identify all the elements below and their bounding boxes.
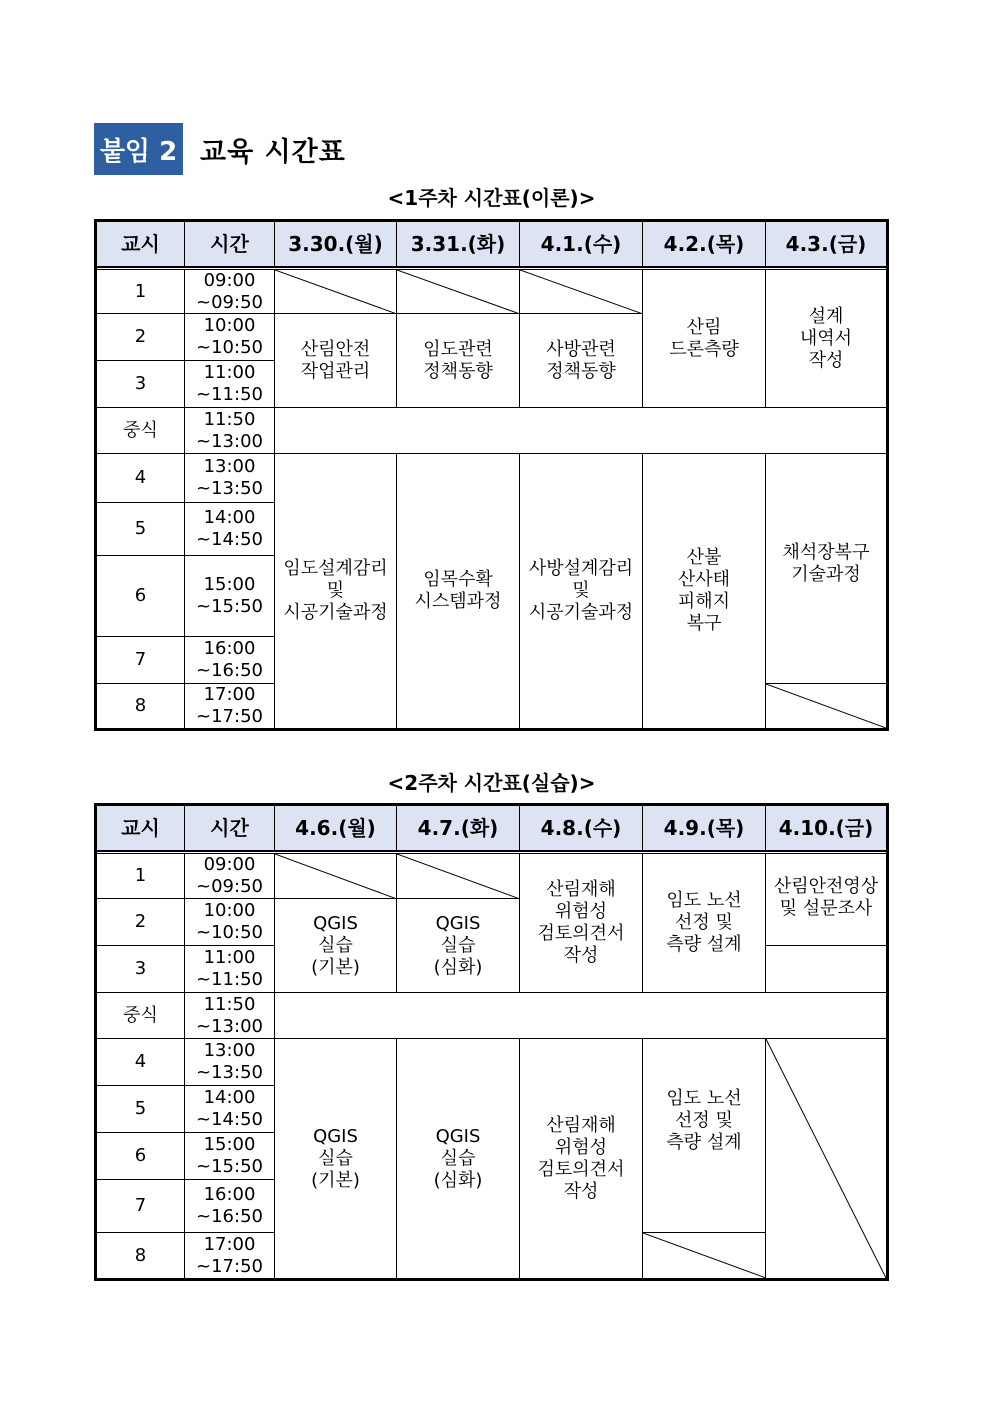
period-cell: 6 [97,1133,185,1180]
header-period: 교시 [97,222,185,267]
time-cell: 11:50 ~13:00 [185,408,275,454]
header-day: 4.2.(목) [643,222,766,267]
time-cell: 09:00 ~09:50 [185,270,275,314]
time-cell: 13:00 ~13:50 [185,454,275,503]
course-cell: 산림안전영상 및 설문조사 [766,854,886,946]
period-cell: 1 [97,270,185,314]
time-cell: 13:00 ~13:50 [185,1039,275,1086]
time-cell: 17:00 ~17:50 [185,1233,275,1278]
period-cell: 5 [97,1086,185,1133]
time-cell: 16:00 ~16:50 [185,637,275,684]
period-cell: 8 [97,684,185,728]
course-cell: 산불 산사태 피해지 복구 [643,454,766,728]
period-cell: 1 [97,854,185,899]
header-day: 3.31.(화) [397,222,520,267]
period-cell: 2 [97,314,185,361]
course-cell: QGIS 실습 (기본) [275,1039,397,1278]
period-cell: 6 [97,556,185,637]
course-cell: 임도관련 정책동향 [397,314,520,408]
header-day: 3.30.(월) [275,222,397,267]
empty-slot [520,270,643,314]
course-cell: 채석장복구 기술과정 [766,454,886,684]
empty-slot [397,854,520,899]
page-title: 교육 시간표 [200,136,346,168]
course-cell: 산림 드론측량 [643,270,766,408]
time-cell: 17:00 ~17:50 [185,684,275,728]
course-cell: 사방설계감리 및 시공기술과정 [520,454,643,728]
attachment-badge: 붙임 2 [94,123,183,175]
time-cell: 15:00 ~15:50 [185,1133,275,1180]
course-cell: 설계 내역서 작성 [766,270,886,408]
empty-slot [766,946,886,993]
period-cell: 7 [97,1180,185,1233]
course-cell: QGIS 실습 (심화) [397,899,520,993]
course-cell: 임도 노선 선정 및 측량 설계 [643,854,766,993]
period-cell: 3 [97,361,185,408]
time-cell: 11:50 ~13:00 [185,993,275,1039]
week2-caption: <2주차 시간표(실습)> [387,771,596,795]
course-cell: QGIS 실습 (심화) [397,1039,520,1278]
header-day: 4.9.(목) [643,806,766,851]
empty-slot [766,1039,886,1278]
empty-slot [275,270,397,314]
week1-caption: <1주차 시간표(이론)> [387,186,596,210]
header-time: 시간 [185,806,275,851]
time-cell: 10:00 ~10:50 [185,899,275,946]
header-day: 4.10.(금) [766,806,886,851]
course-cell: 임도설계감리 및 시공기술과정 [275,454,397,728]
course-cell: 산림재해 위험성 검토의견서 작성 [520,854,643,993]
period-cell: 8 [97,1233,185,1278]
time-cell: 14:00 ~14:50 [185,1086,275,1133]
period-cell: 3 [97,946,185,993]
course-cell: 임목수확 시스템과정 [397,454,520,728]
time-cell: 10:00 ~10:50 [185,314,275,361]
empty-slot [397,270,520,314]
lunch-break [275,993,886,1039]
time-cell: 09:00 ~09:50 [185,854,275,899]
title-row [94,123,346,175]
header-day: 4.1.(수) [520,222,643,267]
period-cell: 중식 [97,993,185,1039]
time-cell: 16:00 ~16:50 [185,1180,275,1233]
header-day: 4.3.(금) [766,222,886,267]
week2-timetable [94,803,889,1281]
period-cell: 중식 [97,408,185,454]
course-cell: 산림안전 작업관리 [275,314,397,408]
header-time: 시간 [185,222,275,267]
empty-slot [766,684,886,728]
week1-timetable [94,219,889,731]
period-cell: 7 [97,637,185,684]
header-period: 교시 [97,806,185,851]
lunch-break [275,408,886,454]
time-cell: 11:00 ~11:50 [185,946,275,993]
period-cell: 2 [97,899,185,946]
time-cell: 15:00 ~15:50 [185,556,275,637]
period-cell: 5 [97,503,185,556]
time-cell: 14:00 ~14:50 [185,503,275,556]
header-day: 4.6.(월) [275,806,397,851]
time-cell: 11:00 ~11:50 [185,361,275,408]
course-cell: QGIS 실습 (기본) [275,899,397,993]
course-cell: 임도 노선 선정 및 측량 설계 [643,1039,766,1233]
period-cell: 4 [97,454,185,503]
header-day: 4.8.(수) [520,806,643,851]
header-day: 4.7.(화) [397,806,520,851]
empty-slot [643,1233,766,1278]
course-cell: 사방관련 정책동향 [520,314,643,408]
period-cell: 4 [97,1039,185,1086]
course-cell: 산림재해 위험성 검토의견서 작성 [520,1039,643,1278]
empty-slot [275,854,397,899]
